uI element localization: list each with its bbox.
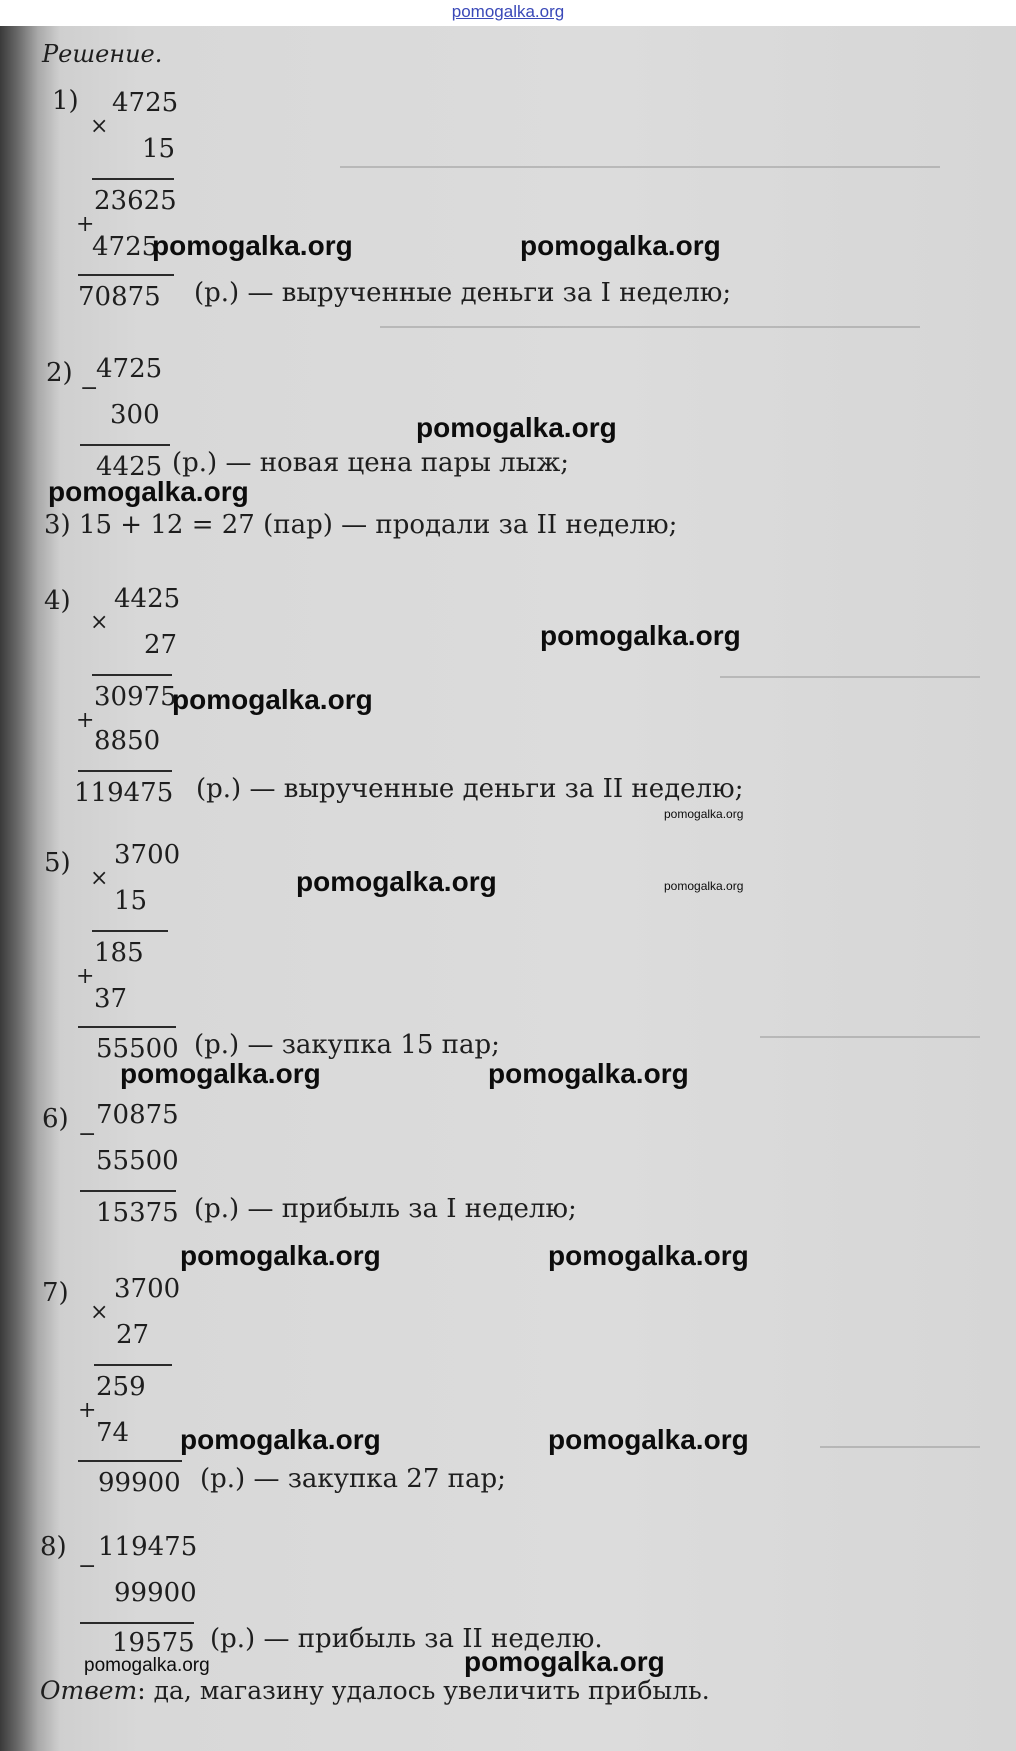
- step-4-multiplicand: 4425: [114, 584, 181, 614]
- step-8-minuend: 119475: [98, 1532, 198, 1562]
- step-4-partial-1: 30975: [94, 682, 177, 712]
- underline: [92, 930, 168, 932]
- answer-line: [40, 1678, 710, 1703]
- step-2-subtrahend: 300: [110, 400, 160, 430]
- step-2-minuend: 4725: [96, 354, 163, 384]
- underline: [78, 274, 174, 276]
- watermark-text: pomogalka.org: [172, 684, 373, 715]
- step-5-partial-1: 185: [94, 938, 144, 968]
- step-4-partial-2: 8850: [94, 726, 161, 756]
- watermark-text: pomogalka.org: [548, 1240, 749, 1271]
- multiply-sign: ×: [90, 1300, 109, 1325]
- watermark-text: pomogalka.org: [120, 1058, 321, 1089]
- step-4-number: 4): [44, 586, 71, 616]
- underline: [80, 444, 170, 446]
- answer-text: : да, магазину удалось увеличить прибыль.: [137, 1676, 710, 1705]
- multiply-sign: ×: [90, 114, 109, 139]
- step-7-multiplicand: 3700: [114, 1274, 181, 1304]
- step-1-multiplicand: 4725: [112, 88, 179, 118]
- watermark-text: pomogalka.org: [48, 476, 249, 507]
- step-2-description: (р.) — новая цена пары лыж;: [172, 448, 570, 478]
- step-7-description: (р.) — закупка 27 пар;: [200, 1464, 506, 1494]
- watermark-text-small: pomogalka.org: [664, 879, 744, 893]
- step-6-description: (р.) — прибыль за I неделю;: [194, 1194, 577, 1224]
- watermark-text: pomogalka.org: [540, 620, 741, 651]
- minus-sign: −: [78, 1122, 97, 1147]
- underline: [78, 1460, 182, 1462]
- watermark-text: pomogalka.org: [296, 866, 497, 897]
- watermark-text-small: pomogalka.org: [664, 807, 744, 821]
- step-1-result: 70875: [78, 282, 161, 312]
- watermark-text: pomogalka.org: [180, 1424, 381, 1455]
- underline: [92, 178, 174, 180]
- solution-heading: Решение.: [42, 40, 163, 68]
- step-2-number: 2): [46, 358, 73, 388]
- step-4-multiplier: 27: [144, 630, 178, 660]
- underline: [94, 1364, 172, 1366]
- step-8-description: (р.) — прибыль за II неделю.: [210, 1624, 603, 1654]
- step-7-number: 7): [42, 1278, 69, 1308]
- multiply-sign: ×: [90, 610, 109, 635]
- step-1-partial-2: 4725: [92, 232, 159, 262]
- plus-sign: +: [76, 212, 95, 237]
- step-3-line: 3) 15 + 12 = 27 (пар) — продали за II неделю;: [44, 510, 678, 540]
- watermark-text: pomogalka.org: [180, 1240, 381, 1271]
- watermark-text: pomogalka.org: [416, 412, 617, 443]
- step-8-number: 8): [40, 1532, 67, 1562]
- step-7-partial-2: 74: [96, 1418, 130, 1448]
- step-5-description: (р.) — закупка 15 пар;: [194, 1030, 500, 1060]
- plus-sign: +: [78, 1398, 97, 1423]
- step-1-multiplier: 15: [142, 134, 176, 164]
- underline: [78, 770, 172, 772]
- step-2-result: 4425: [96, 452, 163, 482]
- watermark-text: pomogalka.org: [152, 230, 353, 261]
- step-5-number: 5): [44, 848, 71, 878]
- step-6-minuend: 70875: [96, 1100, 179, 1130]
- step-5-partial-2: 37: [94, 984, 128, 1014]
- step-5-multiplier: 15: [114, 886, 148, 916]
- step-6-subtrahend: 55500: [96, 1146, 179, 1176]
- plus-sign: +: [76, 964, 95, 989]
- underline: [92, 674, 172, 676]
- textbook-page: [0, 26, 1016, 1751]
- watermark-text: pomogalka.org: [488, 1058, 689, 1089]
- step-6-result: 15375: [96, 1198, 179, 1228]
- step-1-description: (р.) — вырученные деньги за I неделю;: [194, 278, 732, 308]
- minus-sign: −: [78, 1554, 97, 1579]
- step-5-result: 55500: [96, 1034, 179, 1064]
- underline: [80, 1622, 194, 1624]
- step-7-multiplier: 27: [116, 1320, 150, 1350]
- watermark-text: pomogalka.org: [548, 1424, 749, 1455]
- step-7-result: 99900: [98, 1468, 181, 1498]
- step-8-subtrahend: 99900: [114, 1578, 197, 1608]
- step-5-multiplicand: 3700: [114, 840, 181, 870]
- watermark-text: pomogalka.org: [464, 1646, 665, 1677]
- step-1-partial-1: 23625: [94, 186, 177, 216]
- minus-sign: −: [80, 376, 99, 401]
- site-header-link[interactable]: pomogalka.org: [451, 2, 565, 21]
- step-6-number: 6): [42, 1104, 69, 1134]
- step-4-result: 119475: [74, 778, 174, 808]
- underline: [80, 1190, 176, 1192]
- multiply-sign: ×: [90, 866, 109, 891]
- step-8-result: 19575: [112, 1628, 195, 1658]
- step-4-description: (р.) — вырученные деньги за II неделю;: [196, 774, 744, 804]
- answer-label: Ответ: [40, 1676, 138, 1705]
- plus-sign: +: [76, 708, 95, 733]
- watermark-text: pomogalka.org: [520, 230, 721, 261]
- watermark-text-medium: pomogalka.org: [84, 1655, 210, 1676]
- step-1-number: 1): [52, 86, 79, 116]
- underline: [78, 1026, 176, 1028]
- step-7-partial-1: 259: [96, 1372, 146, 1402]
